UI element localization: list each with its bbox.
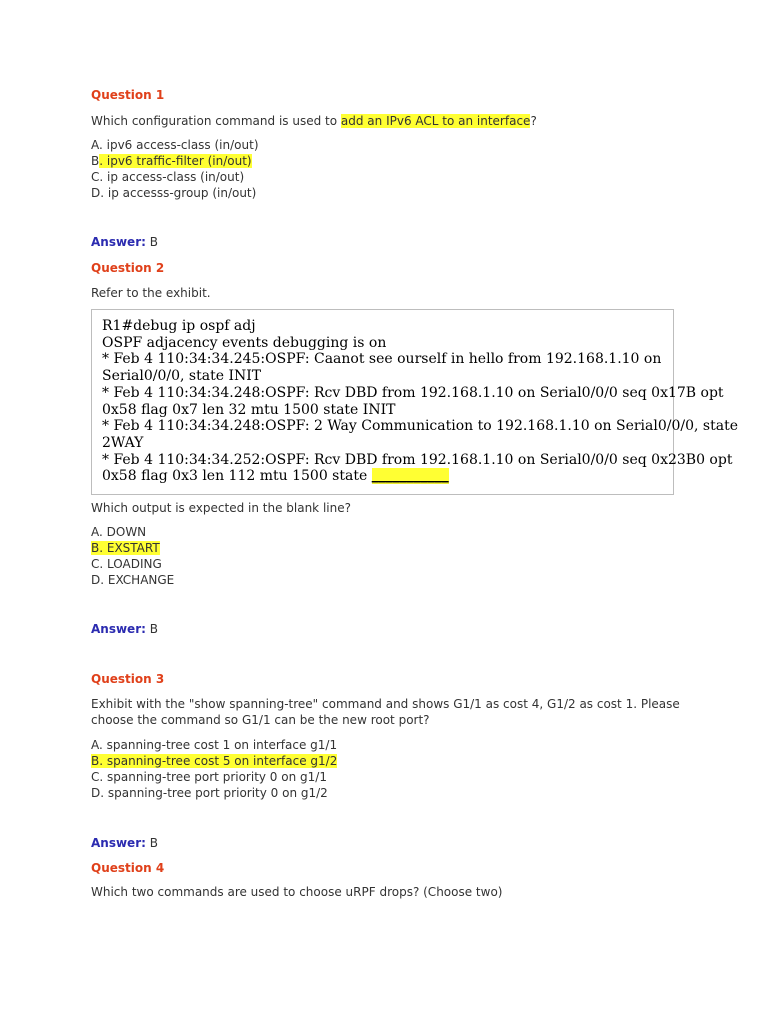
answer-value: B bbox=[145, 622, 158, 636]
question-3-option-a: A. spanning-tree cost 1 on interface g1/1 bbox=[91, 738, 338, 752]
question-2-option-b-text: B. EXSTART bbox=[91, 541, 160, 555]
question-1-prompt-highlight: add an IPv6 ACL to an interface bbox=[340, 114, 531, 128]
question-3-title: Question 3 bbox=[91, 672, 165, 686]
question-2-answer bbox=[91, 621, 158, 637]
question-1-prompt-end: ? bbox=[530, 114, 537, 128]
question-2-option-c: C. LOADING bbox=[91, 557, 162, 571]
question-1-answer bbox=[91, 234, 158, 250]
question-1-option-a: A. ipv6 access-class (in/out) bbox=[91, 138, 259, 152]
exhibit-line: R1#debug ip ospf adj bbox=[102, 318, 256, 334]
question-3-option-d: D. spanning-tree port priority 0 on g1/2 bbox=[91, 786, 328, 800]
exhibit-line: * Feb 4 110:34:34.248:OSPF: 2 Way Communication to 192.168.1.10 on Serial0/0/0, state bbox=[102, 418, 738, 435]
answer-value: B bbox=[145, 235, 158, 249]
question-1-option-b bbox=[91, 153, 252, 169]
question-3-answer bbox=[91, 835, 158, 851]
question-1-prompt bbox=[91, 113, 537, 129]
exhibit-line-last bbox=[102, 468, 663, 485]
question-1-title: Question 1 bbox=[91, 88, 165, 102]
question-2-option-d: D. EXCHANGE bbox=[91, 573, 175, 587]
question-1-option-b-text: . ipv6 traffic-filter (in/out) bbox=[99, 154, 252, 168]
exhibit-line: Serial0/0/0, state INIT bbox=[102, 368, 262, 385]
exhibit-line: 2WAY bbox=[102, 434, 144, 451]
exhibit-line: * Feb 4 110:34:34.248:OSPF: Rcv DBD from 192.168.1.10 on Serial0/0/0 seq 0x17B opt bbox=[102, 384, 724, 401]
question-3-option-c: C. spanning-tree port priority 0 on g1/1 bbox=[91, 770, 327, 784]
question-3-prompt-line-1: Exhibit with the "show spanning-tree" command and shows G1/1 as cost 4, G1/2 as cost 1. Please bbox=[91, 697, 680, 711]
exhibit-line: * Feb 4 110:34:34.245:OSPF: Caanot see ourself in hello from 192.168.1.10 on bbox=[102, 351, 662, 368]
question-1-option-d: D. ip accesss-group (in/out) bbox=[91, 186, 257, 200]
question-2-intro: Refer to the exhibit. bbox=[91, 286, 211, 300]
question-3-prompt-line-2: choose the command so G1/1 can be the new root port? bbox=[91, 713, 430, 727]
exhibit-line: * Feb 4 110:34:34.252:OSPF: Rcv DBD from 192.168.1.10 on Serial0/0/0 seq 0x23B0 opt bbox=[102, 451, 733, 468]
question-2-title: Question 2 bbox=[91, 261, 165, 275]
question-1-option-c: C. ip access-class (in/out) bbox=[91, 170, 245, 184]
question-3-option-b-text: B. spanning-tree cost 5 on interface g1/2 bbox=[91, 754, 338, 768]
question-1-prompt-text: Which configuration command is used to bbox=[91, 114, 341, 128]
answer-label: Answer: bbox=[91, 622, 146, 636]
answer-value: B bbox=[145, 836, 158, 850]
exhibit-blank: ___________ bbox=[371, 468, 449, 485]
question-2-question: Which output is expected in the blank line? bbox=[91, 501, 351, 515]
answer-label: Answer: bbox=[91, 836, 146, 850]
question-4-title: Question 4 bbox=[91, 861, 165, 875]
exhibit-line: 0x58 flag 0x7 len 32 mtu 1500 state INIT bbox=[102, 401, 396, 418]
question-2-option-a: A. DOWN bbox=[91, 525, 147, 539]
exhibit-line: OSPF adjacency events debugging is on bbox=[102, 334, 387, 351]
question-4-prompt: Which two commands are used to choose uRPF drops? (Choose two) bbox=[91, 885, 503, 899]
question-3-option-b bbox=[91, 753, 337, 769]
question-2-option-b bbox=[91, 540, 160, 556]
exhibit-box bbox=[91, 309, 738, 495]
answer-label: Answer: bbox=[91, 235, 146, 249]
exhibit-line-text: 0x58 flag 0x3 len 112 mtu 1500 state bbox=[102, 468, 372, 485]
question-1-option-b-letter: B bbox=[91, 154, 100, 168]
